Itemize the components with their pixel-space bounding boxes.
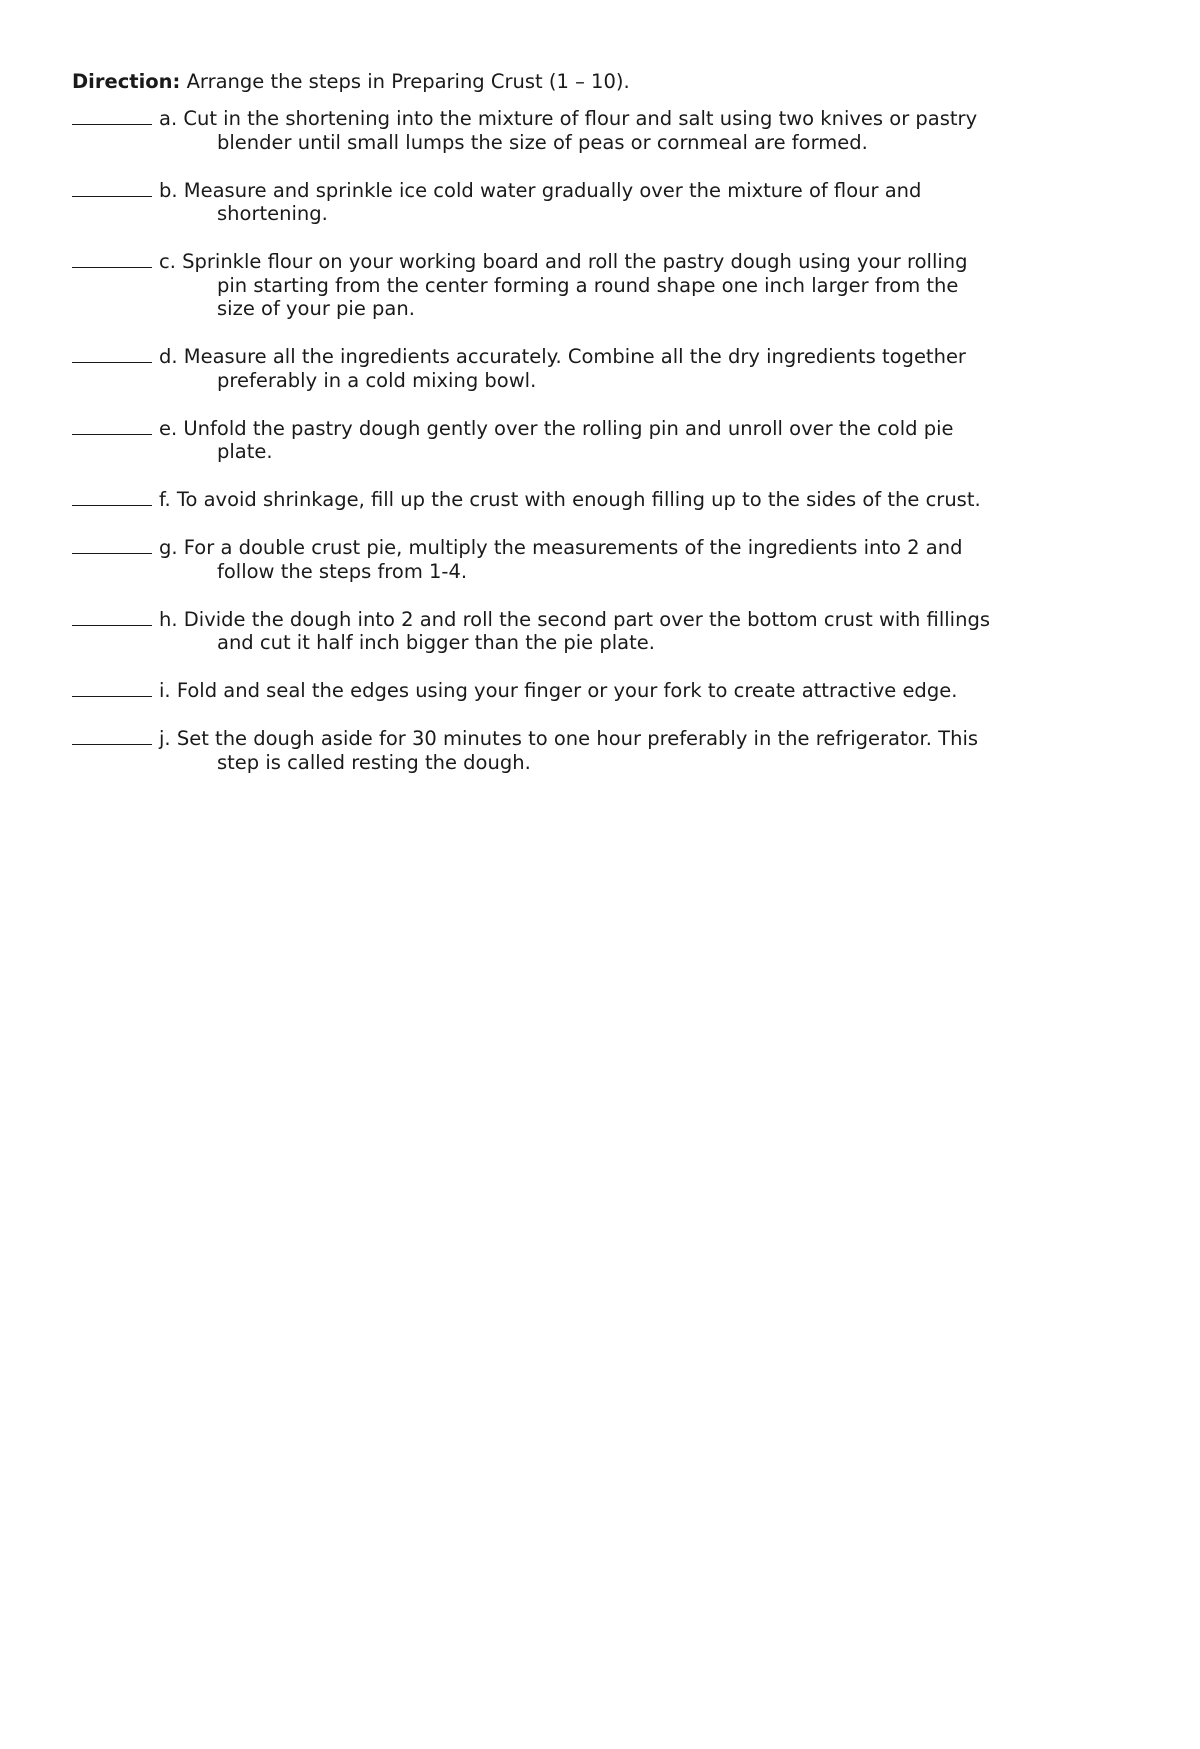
answer-blank-f[interactable] (72, 487, 152, 506)
answer-blank-j[interactable] (72, 726, 152, 745)
step-g (72, 535, 992, 583)
step-text-line1: Sprinkle flour on your working board and roll the pastry dough using your (182, 250, 901, 273)
direction-text: Arrange the steps in Preparing Crust (1 – 10). (186, 70, 630, 93)
step-letter: i. (159, 679, 171, 702)
direction-label: Direction: (72, 70, 181, 93)
step-text-rest: pie plate. (217, 416, 954, 463)
steps-list (72, 106, 992, 774)
answer-blank-i[interactable] (72, 678, 152, 697)
step-letter: c. (159, 250, 176, 273)
step-text-line1: Cut in the shortening into the mixture of flour and salt using two knives or (183, 107, 910, 130)
step-text-line1: Measure and sprinkle ice cold water gradually over the mixture of flour and (183, 178, 922, 202)
step-text-line1: To avoid shrinkage, fill up the crust with enough filling up to the sides of the (176, 488, 920, 511)
step-i (72, 678, 992, 703)
step-j (72, 726, 992, 774)
step-text-rest: edge. (902, 679, 958, 702)
step-letter: j. (159, 727, 171, 750)
step-h (72, 607, 992, 655)
answer-blank-d[interactable] (72, 344, 152, 363)
step-text-rest: fillings and cut it half inch bigger than the pie plate. (217, 607, 990, 654)
step-letter: b. (159, 178, 178, 202)
step-letter: h. (159, 607, 178, 631)
answer-blank-c[interactable] (72, 249, 152, 268)
step-b (72, 178, 992, 226)
step-text-rest: crust. (925, 488, 981, 511)
answer-blank-h[interactable] (72, 607, 152, 626)
step-text-line1: Fold and seal the edges using your finger or your fork to create attractive (176, 679, 897, 702)
step-text-rest: pastry blender until small lumps the size of peas or cornmeal are formed. (217, 107, 978, 154)
step-text-line1: Measure all the ingredients accurately. Combine all the dry ingredients (183, 345, 876, 368)
answer-blank-b[interactable] (72, 178, 152, 197)
step-text-line1: For a double crust pie, multiply the measurements of the ingredients into 2 (183, 536, 920, 559)
step-e (72, 416, 992, 464)
answer-blank-a[interactable] (72, 106, 152, 125)
step-text-line1: Divide the dough into 2 and roll the second part over the bottom crust with (183, 607, 921, 631)
step-letter: d. (159, 345, 178, 368)
step-c (72, 249, 992, 321)
answer-blank-g[interactable] (72, 535, 152, 554)
step-text-rest: This step is called resting the dough. (217, 727, 979, 774)
step-letter: a. (159, 107, 178, 130)
step-f (72, 487, 992, 512)
step-d (72, 344, 992, 392)
step-letter: f. (159, 488, 171, 511)
step-letter: e. (159, 416, 178, 440)
step-letter: g. (159, 536, 178, 559)
step-text-line1: Set the dough aside for 30 minutes to one hour preferably in the refrigerator. (176, 727, 932, 750)
step-text-rest: together preferably in a cold mixing bowl. (217, 345, 966, 392)
step-text-rest: rolling pin starting from the center forming a round shape one inch larger from the size of your pie pan. (217, 250, 968, 320)
step-a (72, 106, 992, 154)
direction-line (72, 70, 992, 94)
answer-blank-e[interactable] (72, 416, 152, 435)
step-text-rest: and follow the steps from 1-4. (217, 536, 963, 583)
step-text-line1: Unfold the pastry dough gently over the rolling pin and unroll over the cold (183, 416, 918, 440)
worksheet-page (72, 70, 992, 798)
step-text-rest: shortening. (217, 202, 328, 225)
